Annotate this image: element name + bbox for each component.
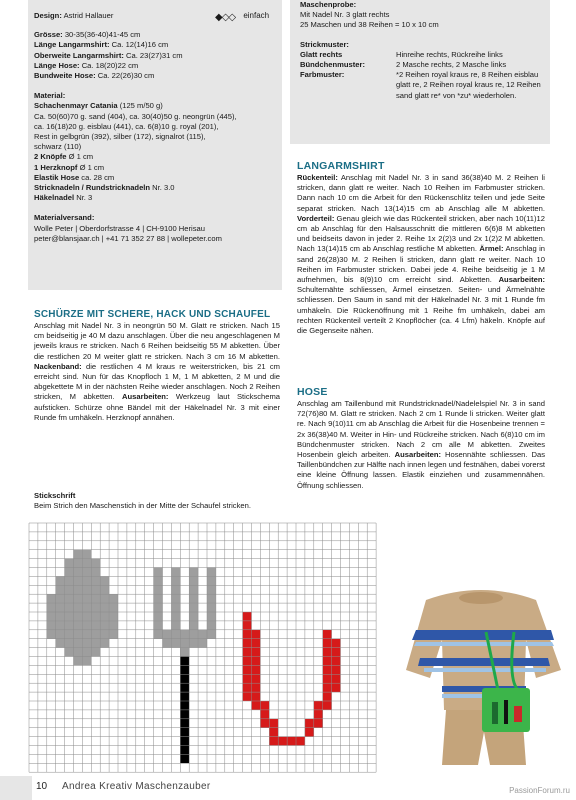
- pants-text: Anschlag am Taillenbund mit Rundstricknadel/Nadelelspiel Nr. 3 in sand 72(76)80 M. Glatt re stricken. Nach 2 cm 1 Runde li stricken. Weiter glatt re. Nach 9(10)11 cm ab Anschlag die Arbeit für die Hosenbeine trennen = 2x 36(38)40 M. Weiter in Hin- und Rückreihe stricken. Nach 6(8)10 cm im Bündchenmuster stricken. Nach 2 cm alle M abketten. Zweites Hosenbein gleich arbeiten.: [297, 399, 545, 460]
- size-label: Länge Langarmshirt:: [34, 40, 112, 50]
- scissors-stitch: [243, 639, 252, 648]
- shovel-stitch: [74, 568, 83, 577]
- shovel-stitch: [74, 550, 83, 559]
- shovel-stitch: [56, 594, 65, 603]
- pants-ausarbeiten-label: Ausarbeiten:: [394, 450, 442, 460]
- size-label: Oberweite Langarmshirt:: [34, 50, 126, 60]
- pattern-list: [300, 50, 546, 101]
- shovel-stitch: [109, 630, 118, 639]
- fork-handle-stitch: [180, 728, 189, 737]
- shovel-stitch: [65, 612, 74, 621]
- rueckenteil-label: Rückenteil:: [297, 173, 338, 182]
- material-line: schwarz (110): [34, 142, 82, 152]
- supplier-line: Wolle Peter | Oberdorfstrasse 4 | CH-9100 Herisau: [34, 223, 205, 233]
- fork-stitch: [198, 639, 207, 648]
- shovel-stitch: [82, 630, 91, 639]
- pattern-label: Glatt rechts: [300, 49, 343, 59]
- fork-stitch: [171, 568, 180, 577]
- shovel-stitch: [100, 594, 109, 603]
- scissors-stitch: [252, 665, 261, 674]
- shovel-stitch: [56, 585, 65, 594]
- size-row: [34, 51, 278, 61]
- fork-stitch: [180, 630, 189, 639]
- shovel-stitch: [56, 576, 65, 585]
- pattern-row: [300, 50, 546, 60]
- shovel-stitch: [100, 639, 109, 648]
- scissors-stitch: [305, 728, 314, 737]
- accessory-detail: Ø 1 cm: [68, 152, 94, 162]
- fork-stitch: [189, 576, 198, 585]
- footer-tab: [0, 776, 32, 800]
- material-line: ca. 16(18)20 g. eisblau (441), ca. 6(8)10 g. royal (201),: [34, 121, 219, 131]
- fork-stitch: [171, 630, 180, 639]
- size-label: Bundweite Hose:: [34, 71, 98, 81]
- shovel-stitch: [82, 621, 91, 630]
- fork-stitch: [154, 630, 163, 639]
- accessory-name: 1 Herzknopf: [34, 162, 80, 172]
- difficulty-text: einfach: [243, 11, 270, 20]
- scissors-stitch: [252, 701, 261, 710]
- scissors-stitch: [332, 674, 341, 683]
- shovel-stitch: [100, 630, 109, 639]
- shovel-stitch: [82, 559, 91, 568]
- fork-handle-stitch: [180, 737, 189, 746]
- scissors-stitch: [252, 630, 261, 639]
- fork-stitch: [207, 568, 216, 577]
- gauge-line: 25 Maschen und 38 Reihen = 10 x 10 cm: [300, 20, 439, 30]
- apron-ausarbeiten-text: Werkzeug laut Stickschema aufsticken. Schürze ohne Bändel mit der Häkelnadel Nr. 3 mit einer Runde fm umhäkeln. Herzknopf annähen.: [34, 392, 280, 422]
- apron-body: [34, 321, 280, 423]
- scissors-stitch: [243, 657, 252, 666]
- shovel-stitch: [65, 603, 74, 612]
- scissors-stitch: [243, 665, 252, 674]
- pants-section: [297, 386, 545, 491]
- gauge-title: Maschenprobe:: [300, 0, 357, 9]
- shovel-stitch: [47, 621, 56, 630]
- shovel-stitch: [91, 639, 100, 648]
- shirt-ausarbeiten-label: Ausarbeiten:: [498, 275, 545, 285]
- fork-stitch: [189, 585, 198, 594]
- magazine-title: Andrea Kreativ Maschenzauber: [62, 781, 211, 792]
- fork-handle-stitch: [180, 665, 189, 674]
- yarn-weight: (125 m/50 g): [119, 101, 163, 111]
- gauge-panel: [300, 0, 546, 101]
- accessory-row: [34, 173, 278, 183]
- doll-clothes-photo: [386, 560, 576, 780]
- scissors-stitch: [332, 657, 341, 666]
- shovel-stitch: [65, 559, 74, 568]
- fork-stitch: [207, 630, 216, 639]
- fork-handle-stitch: [180, 674, 189, 683]
- pants-body: [297, 399, 545, 491]
- fork-stitch: [189, 568, 198, 577]
- scissors-stitch: [243, 648, 252, 657]
- size-value: Ca. 18(20)22 cm: [81, 60, 139, 70]
- apron-text: Anschlag mit Nadel Nr. 3 in neongrün 50 M. Glatt re stricken. Nach 15 cm beidseitig je 40 M dazu anschlagen. Über die neu angeschlagenen M jeweils kraus re stricken. Nach 6 Reihen beidseitig 55 M abketten. Über die restlichen 20 M weiter glatt re stricken. Nach 3 cm 16 M abketten.: [34, 321, 280, 361]
- pattern-label: Farbmuster:: [300, 70, 345, 80]
- scissors-stitch: [243, 621, 252, 630]
- shovel-stitch: [91, 559, 100, 568]
- scissors-stitch: [243, 683, 252, 692]
- scissors-stitch: [260, 701, 269, 710]
- shovel-stitch: [74, 621, 83, 630]
- fork-handle-stitch: [180, 657, 189, 666]
- scissors-stitch: [243, 612, 252, 621]
- scissors-stitch: [260, 710, 269, 719]
- size-value: Ca. 23(27)31 cm: [126, 50, 183, 60]
- aermel-label: Ärmel:: [479, 244, 504, 254]
- shirt-body: [297, 173, 545, 336]
- size-row: [34, 30, 278, 40]
- scissors-stitch: [252, 657, 261, 666]
- shovel-stitch: [100, 576, 109, 585]
- supplier-title: Materialversand:: [34, 213, 95, 223]
- shirt-section: [297, 160, 545, 336]
- shovel-stitch: [65, 576, 74, 585]
- pants-heading: HOSE: [297, 386, 328, 398]
- scissors-stitch: [314, 719, 323, 728]
- shovel-stitch: [65, 594, 74, 603]
- fork-stitch: [207, 585, 216, 594]
- fork-stitch: [198, 630, 207, 639]
- scissors-stitch: [323, 648, 332, 657]
- fork-handle-stitch: [180, 692, 189, 701]
- scissors-stitch: [243, 692, 252, 701]
- shovel-stitch: [56, 612, 65, 621]
- fork-stitch: [171, 639, 180, 648]
- shovel-stitch: [91, 568, 100, 577]
- pattern-text: *2 Reihen royal kraus re, 8 Reihen eisblau glatt re, 2 Reihen royal kraus re, 12 Reihen sand glatt re* von *zu* wiederholen.: [396, 70, 541, 100]
- fork-stitch: [189, 603, 198, 612]
- yarn-name: Schachenmayr Catania: [34, 101, 118, 111]
- vorderteil-text: Genau gleich wie das Rückenteil stricken, aber nach 10(11)12 cm ab Anschlag für den Halsausschnitt die mittleren 6(6)8 M abketten und beidseits davon in jeder 2. Reihe 1x 2(2)3 und 2x 1(2)2 M abketten. Nach 13(14)15 cm ab Anschlag restliche M abketten.: [297, 213, 545, 254]
- scissors-stitch: [287, 737, 296, 746]
- scissors-stitch: [323, 683, 332, 692]
- accessory-row: [34, 193, 278, 203]
- shovel-stitch: [74, 559, 83, 568]
- apron-ausarbeiten-label: Ausarbeiten:: [122, 392, 169, 402]
- accessory-detail: Nr. 3.0: [152, 183, 175, 193]
- shovel-stitch: [100, 621, 109, 630]
- fork-stitch: [171, 576, 180, 585]
- shovel-stitch: [100, 603, 109, 612]
- scissors-stitch: [323, 701, 332, 710]
- size-value: Ca. 22(26)30 cm: [97, 71, 155, 81]
- design-label: Design:: [34, 11, 62, 20]
- scissors-stitch: [252, 674, 261, 683]
- shovel-stitch: [65, 585, 74, 594]
- scissors-stitch: [323, 657, 332, 666]
- shovel-stitch: [82, 576, 91, 585]
- scissors-stitch: [323, 639, 332, 648]
- shovel-stitch: [82, 648, 91, 657]
- pattern-title: Strickmuster:: [300, 39, 349, 49]
- scissors-stitch: [269, 737, 278, 746]
- fork-handle-stitch: [180, 701, 189, 710]
- shovel-stitch: [100, 585, 109, 594]
- pattern-row: [300, 70, 546, 101]
- size-row: [34, 61, 278, 71]
- fork-stitch: [154, 594, 163, 603]
- scissors-stitch: [278, 737, 287, 746]
- shovel-stitch: [109, 621, 118, 630]
- size-row: [34, 40, 278, 50]
- fork-stitch: [189, 621, 198, 630]
- scissors-stitch: [332, 648, 341, 657]
- accessories-list: [34, 152, 278, 203]
- fork-handle-stitch: [180, 746, 189, 755]
- shovel-stitch: [91, 648, 100, 657]
- shovel-stitch: [74, 576, 83, 585]
- fork-handle-stitch: [180, 710, 189, 719]
- fork-stitch: [154, 603, 163, 612]
- gauge-lines: [300, 10, 546, 30]
- fork-stitch: [154, 621, 163, 630]
- fork-stitch: [154, 612, 163, 621]
- material-line: Rest in gelbgrün (392), silber (172), signalrot (115),: [34, 132, 206, 142]
- accessory-row: [34, 183, 278, 193]
- fork-stitch: [180, 639, 189, 648]
- scissors-stitch: [323, 665, 332, 674]
- shovel-stitch: [82, 585, 91, 594]
- shovel-stitch: [65, 568, 74, 577]
- scissors-stitch: [305, 719, 314, 728]
- embroidery-chart: [28, 522, 378, 774]
- fork-stitch: [189, 612, 198, 621]
- accessory-detail: Nr. 3: [76, 193, 93, 203]
- shovel-stitch: [74, 639, 83, 648]
- shovel-stitch: [65, 630, 74, 639]
- shovel-stitch: [91, 576, 100, 585]
- fork-stitch: [207, 612, 216, 621]
- materials-panel: [34, 11, 278, 244]
- pattern-text: 2 Masche rechts, 2 Masche links: [396, 60, 507, 70]
- scissors-stitch: [332, 683, 341, 692]
- fork-stitch: [207, 603, 216, 612]
- scissors-stitch: [252, 692, 261, 701]
- accessory-row: [34, 163, 278, 173]
- accessory-detail: ca. 28 cm: [81, 172, 115, 182]
- shovel-stitch: [109, 612, 118, 621]
- pattern-text: Hinreihe rechts, Rückreihe links: [396, 49, 503, 59]
- stickschrift-note: [34, 491, 280, 511]
- rueckenteil-text: Anschlag mit Nadel Nr. 3 in sand 36(38)40 M. 2 Reihen li stricken, dann glatt re weiter. Nach 10 Reihen im Farbmuster stricken. Dann nach 10 cm die Arbeit für den Rückenschlitz teilen und jede Seite separat stricken. Nach 13(14)15 cm ab Anschlag alle M abketten.: [297, 173, 545, 213]
- scissors-stitch: [332, 639, 341, 648]
- fork-stitch: [189, 594, 198, 603]
- watermark: PassionForum.ru: [509, 786, 570, 795]
- apron-heading: SCHÜRZE MIT SCHERE, HACK UND SCHAUFEL: [34, 309, 271, 320]
- shovel-stitch: [65, 648, 74, 657]
- shirt-heading: LANGARMSHIRT: [297, 160, 385, 172]
- shovel-stitch: [74, 648, 83, 657]
- scissors-stitch: [269, 728, 278, 737]
- shovel-stitch: [100, 612, 109, 621]
- scissors-stitch: [252, 683, 261, 692]
- accessory-detail: Ø 1 cm: [79, 162, 105, 172]
- shovel-stitch: [47, 612, 56, 621]
- pattern-label: Bündchenmuster:: [300, 60, 365, 70]
- supplier-lines: [34, 224, 278, 244]
- scissors-stitch: [252, 648, 261, 657]
- shovel-stitch: [82, 568, 91, 577]
- aermel-text: Anschlag in sand 26(28)30 M. 2 Reihen li stricken, dann glatt re weiter. Nach 10 Reihen im Farbmuster stricken. Dabei jede 4. Reihe beidseitig je 1 M aufnehmen, bis 8(9)10 cm erreicht sind. Abketten.: [297, 244, 545, 285]
- fork-stitch: [154, 576, 163, 585]
- accessory-name: Häkelnadel: [34, 193, 77, 203]
- fork-handle-stitch: [180, 719, 189, 728]
- shovel-stitch: [82, 639, 91, 648]
- shovel-stitch: [47, 630, 56, 639]
- shovel-stitch: [82, 657, 91, 666]
- shovel-stitch: [82, 594, 91, 603]
- fork-stitch: [163, 630, 172, 639]
- shovel-stitch: [74, 603, 83, 612]
- pattern-row: [300, 60, 546, 70]
- fork-stitch: [189, 639, 198, 648]
- accessory-name: 2 Knöpfe: [34, 152, 69, 162]
- shovel-stitch: [109, 603, 118, 612]
- accessory-name: Elastik Hose: [34, 172, 82, 182]
- gauge-line: Mit Nadel Nr. 3 glatt rechts: [300, 10, 390, 20]
- fork-stitch: [180, 648, 189, 657]
- shovel-stitch: [47, 603, 56, 612]
- fork-stitch: [171, 603, 180, 612]
- shovel-stitch: [56, 630, 65, 639]
- difficulty: [215, 12, 269, 23]
- size-row: [34, 71, 278, 81]
- shovel-stitch: [82, 603, 91, 612]
- shovel-stitch: [74, 630, 83, 639]
- shovel-stitch: [91, 603, 100, 612]
- fork-stitch: [154, 568, 163, 577]
- fork-stitch: [207, 576, 216, 585]
- fork-stitch: [171, 594, 180, 603]
- shovel-stitch: [65, 639, 74, 648]
- shovel-stitch: [56, 621, 65, 630]
- fork-stitch: [154, 585, 163, 594]
- scissors-stitch: [323, 630, 332, 639]
- shovel-stitch: [47, 594, 56, 603]
- shovel-stitch: [82, 612, 91, 621]
- fork-stitch: [207, 621, 216, 630]
- size-label: Grösse:: [34, 30, 65, 40]
- vorderteil-label: Vorderteil:: [297, 213, 335, 223]
- shirt-ausarbeiten-text: Schulternähte schliessen, Ärmel einsetzen. Seiten- und Ärmelnähte schliessen. Den Saum in sand mit der Häkelnadel Nr. 3 mit 1 Runde fm umhäkeln. Die Rückenöffnung mit 1 Reihe fm umhäkeln, dabei am rechten Rückenteil verteilt 2 Knopflöcher (ca. 4 Lfm) häkeln. Knöpfe auf die Gegenseite nähen.: [297, 285, 545, 336]
- fork-stitch: [207, 594, 216, 603]
- size-value: 30-35(36-40)41-45 cm: [64, 30, 141, 40]
- fork-handle-stitch: [180, 683, 189, 692]
- shovel-stitch: [82, 550, 91, 559]
- difficulty-icon: ◆◇◇: [215, 12, 236, 23]
- shovel-stitch: [109, 594, 118, 603]
- shovel-stitch: [56, 639, 65, 648]
- apron-section: [34, 309, 280, 423]
- shovel-stitch: [74, 612, 83, 621]
- scissors-stitch: [314, 710, 323, 719]
- size-label: Länge Hose:: [34, 60, 82, 70]
- shovel-stitch: [56, 603, 65, 612]
- nackenband-label: Nackenband:: [34, 361, 82, 371]
- size-value: Ca. 12(14)16 cm: [111, 40, 169, 50]
- stickschrift-text: Beim Strich den Maschenstich in der Mitte der Schaufel stricken.: [34, 501, 251, 511]
- accessory-name: Stricknadeln / Rundstricknadeln: [34, 183, 153, 193]
- stickschrift-title: Stickschrift: [34, 491, 76, 500]
- scissors-stitch: [252, 639, 261, 648]
- fork-stitch: [171, 585, 180, 594]
- supplier-line: peter@blansjaar.ch | +41 71 352 27 88 | wollepeter.com: [34, 233, 222, 243]
- scissors-stitch: [243, 630, 252, 639]
- shovel-stitch: [91, 621, 100, 630]
- scissors-stitch: [296, 737, 305, 746]
- shovel-stitch: [74, 657, 83, 666]
- shovel-stitch: [74, 594, 83, 603]
- shovel-stitch: [65, 621, 74, 630]
- nackenband-text: die restlichen 4 M kraus re weiterstricken, bis 21 cm erreicht sind. Nun für das Knopfloch 1 M, 1 M abketten, 2 M und die abgekettete M in der nächsten Reihe wieder anschlagen. Noch 2 Reihen stricken, M abketten.: [34, 361, 280, 402]
- material-line: Ca. 50(60)70 g. sand (404), ca. 30(40)50 g. neongrün (445),: [34, 111, 237, 121]
- scissors-stitch: [269, 719, 278, 728]
- scissors-stitch: [332, 665, 341, 674]
- fork-stitch: [171, 612, 180, 621]
- scissors-stitch: [314, 701, 323, 710]
- sizes-list: [34, 30, 278, 81]
- page-number: 10: [36, 781, 48, 792]
- scissors-stitch: [323, 674, 332, 683]
- fork-stitch: [163, 639, 172, 648]
- shovel-stitch: [91, 630, 100, 639]
- shovel-stitch: [91, 594, 100, 603]
- shovel-stitch: [74, 585, 83, 594]
- material-lines: [34, 112, 278, 153]
- scissors-stitch: [323, 692, 332, 701]
- scissors-stitch: [243, 674, 252, 683]
- shovel-stitch: [91, 612, 100, 621]
- shovel-stitch: [91, 585, 100, 594]
- accessory-row: [34, 152, 278, 162]
- design-value: Astrid Hallauer: [63, 11, 114, 20]
- material-title: Material:: [34, 91, 66, 101]
- fork-stitch: [189, 630, 198, 639]
- pants-ausarbeiten-text: Hosennähte schliessen. Das Taillenbündchen zur Hälfte nach innen legen und festnähen, dabei vorerst eine kleine Öffnung lassen. Elastik einziehen und zusammennähen. Öffnung schliessen.: [297, 450, 545, 490]
- scissors-stitch: [260, 719, 269, 728]
- fork-stitch: [171, 621, 180, 630]
- fork-handle-stitch: [180, 754, 189, 763]
